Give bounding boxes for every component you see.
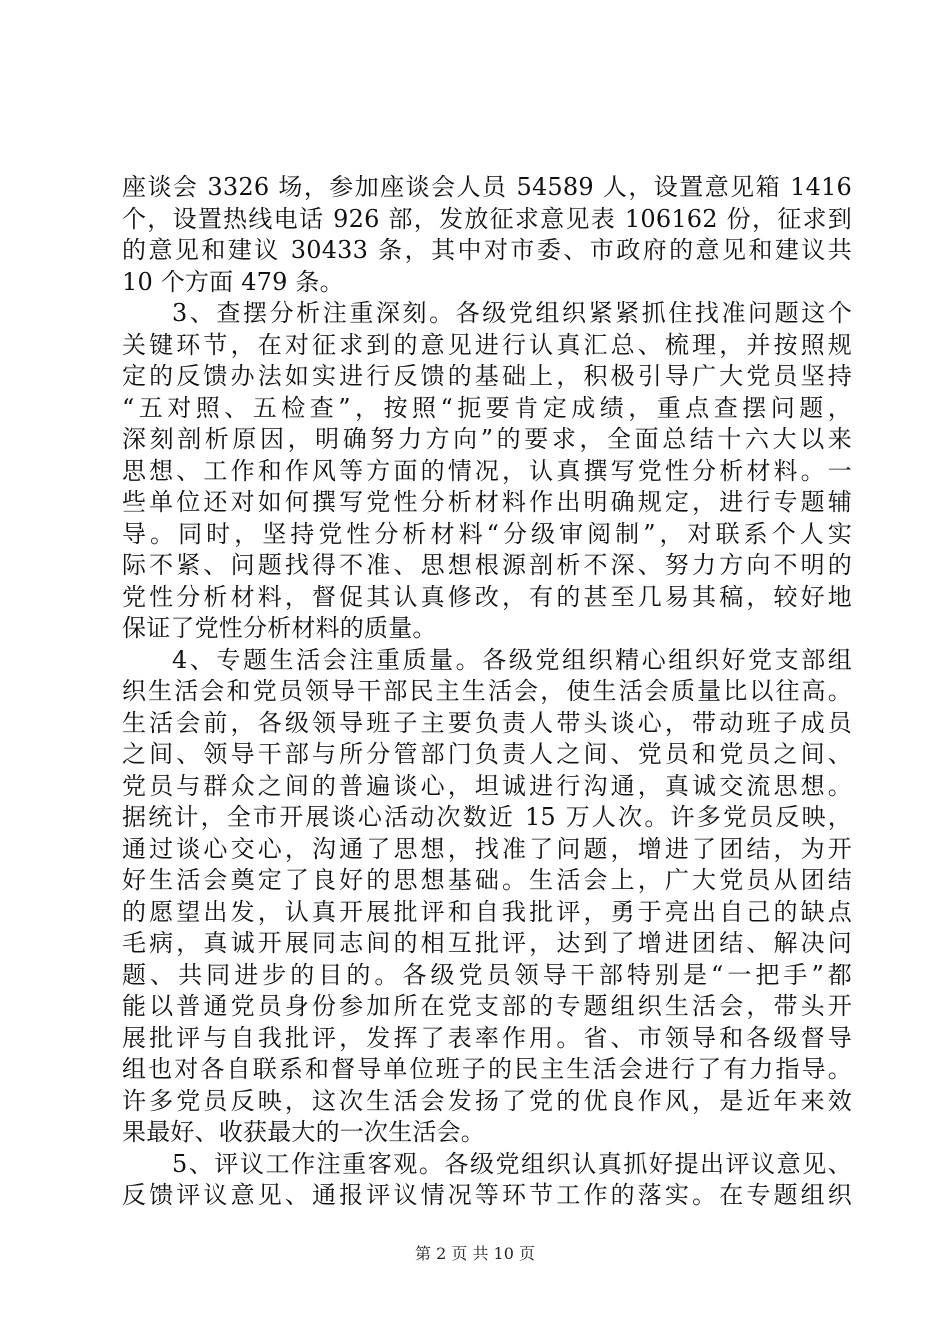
text-line: 党性分析材料，督促其认真修改，有的甚至几易其稿，较好地 [122, 582, 852, 611]
text-line: 展批评与自我批评，发挥了表率作用。省、市领导和各级督导 [122, 1023, 852, 1052]
paragraph-heading-line: 4、专题生活会注重质量。各级党组织精心组织好党支部组 [172, 645, 852, 674]
text-line: 果最好、收获最大的一次生活会。 [122, 1118, 485, 1146]
text-line: 些单位还对如何撰写党性分析材料作出明确规定，进行专题辅 [122, 488, 852, 516]
text-line: 题、共同进步的目的。各级党员领导干部特别是“一把手”都 [122, 960, 852, 989]
text-line: 的愿望出发，认真开展批评和自我批评，勇于亮出自己的缺点 [122, 897, 852, 926]
text-line: 组也对各自联系和督导单位班子的民主生活会进行了有力指导。 [122, 1055, 852, 1083]
text-line: 通过谈心交心，沟通了思想，找准了问题，增进了团结，为开 [122, 834, 852, 863]
paragraph-heading-line: 3、查摆分析注重深刻。各级党组织紧紧抓住找准问题这个 [172, 299, 852, 327]
text-line: 10 个方面 479 条。 [122, 267, 344, 296]
text-line: 的意见和建议 30433 条，其中对市委、市政府的意见和建议共 [122, 236, 852, 264]
text-line: 织生活会和党员领导干部民主生活会，使生活会质量比以往高。 [122, 677, 852, 705]
text-line: 关键环节，在对征求到的意见进行认真汇总、梳理，并按照规 [122, 330, 852, 359]
text-line: 毛病，真诚开展同志间的相互批评，达到了增进团结、解决问 [122, 929, 852, 957]
text-line: 许多党员反映，这次生活会发扬了党的优良作风，是近年来效 [122, 1086, 852, 1115]
paragraph-heading-line: 5、评议工作注重客观。各级党组织认真抓好提出评议意见、 [172, 1149, 852, 1178]
text-line: 定的反馈办法如实进行反馈的基础上，积极引导广大党员坚持 [122, 362, 852, 390]
text-line: 思想、工作和作风等方面的情况，认真撰写党性分析材料。一 [122, 456, 852, 485]
text-line: 反馈评议意见、通报评议情况等环节工作的落实。在专题组织 [122, 1181, 852, 1209]
text-line: 能以普通党员身份参加所在党支部的专题组织生活会，带头开 [122, 992, 852, 1020]
text-line: 好生活会奠定了良好的思想基础。生活会上，广大党员从团结 [122, 866, 852, 894]
text-line: 之间、领导干部与所分管部门负责人之间、党员和党员之间、 [122, 740, 852, 768]
text-line: 个，设置热线电话 926 部，发放征求意见表 106162 份，征求到 [122, 204, 852, 233]
text-line: 导。同时，坚持党性分析材料“分级审阅制”，对联系个人实 [122, 519, 852, 548]
text-line: 际不紧、问题找得不准、思想根源剖析不深、努力方向不明的 [122, 551, 852, 579]
document-body [122, 172, 852, 1212]
page-number-footer: 第 2 页 共 10 页 [415, 1244, 535, 1263]
text-line: 保证了党性分析材料的质量。 [122, 614, 437, 642]
text-line: 深刻剖析原因，明确努力方向”的要求，全面总结十六大以来 [122, 425, 852, 453]
text-line: 党员与群众之间的普遍谈心，坦诚进行沟通，真诚交流思想。 [122, 771, 852, 800]
text-line: “五对照、五检查”，按照“扼要肯定成绩，重点查摆问题， [122, 393, 852, 422]
text-line: 据统计，全市开展谈心活动次数近 15 万人次。许多党员反映， [122, 803, 852, 831]
text-line: 座谈会 3326 场，参加座谈会人员 54589 人，设置意见箱 1416 [122, 173, 852, 201]
text-line: 生活会前，各级领导班子主要负责人带头谈心，带动班子成员 [122, 708, 852, 737]
